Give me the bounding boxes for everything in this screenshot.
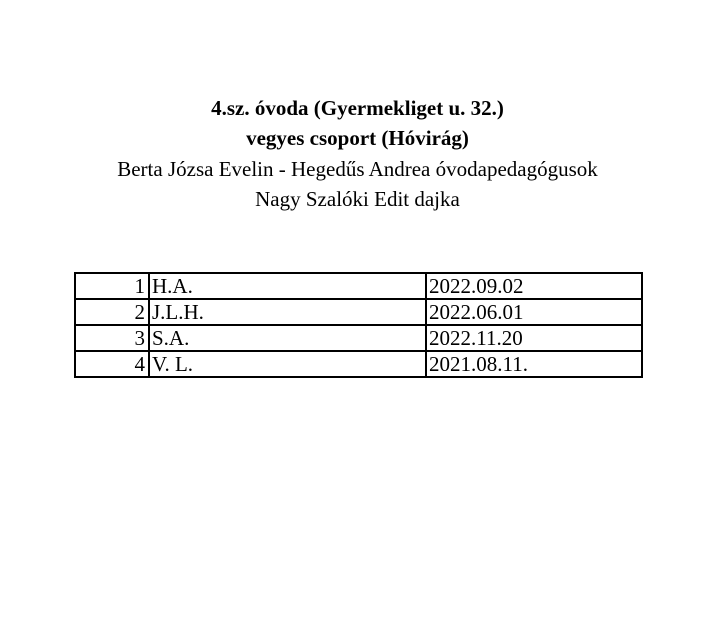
date-cell: 2022.06.01: [426, 299, 642, 325]
row-number: 4: [75, 351, 149, 377]
kindergarten-title: 4.sz. óvoda (Gyermekliget u. 32.): [211, 96, 504, 120]
table-row: [75, 299, 642, 325]
row-number: 2: [75, 299, 149, 325]
child-initials: V. L.: [149, 351, 426, 377]
date-cell: 2021.08.11.: [426, 351, 642, 377]
date-cell: 2022.11.20: [426, 325, 642, 351]
table-row: [75, 325, 642, 351]
group-title: vegyes csoport (Hóvirág): [246, 126, 469, 150]
table-row: [75, 351, 642, 377]
child-initials: J.L.H.: [149, 299, 426, 325]
row-number: 1: [75, 273, 149, 299]
date-cell: 2022.09.02: [426, 273, 642, 299]
assistant-line: Nagy Szalóki Edit dajka: [255, 187, 460, 211]
row-number: 3: [75, 325, 149, 351]
children-table: [74, 272, 643, 378]
table-row: [75, 273, 642, 299]
teachers-line: Berta Józsa Evelin - Hegedűs Andrea óvodapedagógusok: [117, 157, 598, 181]
child-initials: S.A.: [149, 325, 426, 351]
child-initials: H.A.: [149, 273, 426, 299]
